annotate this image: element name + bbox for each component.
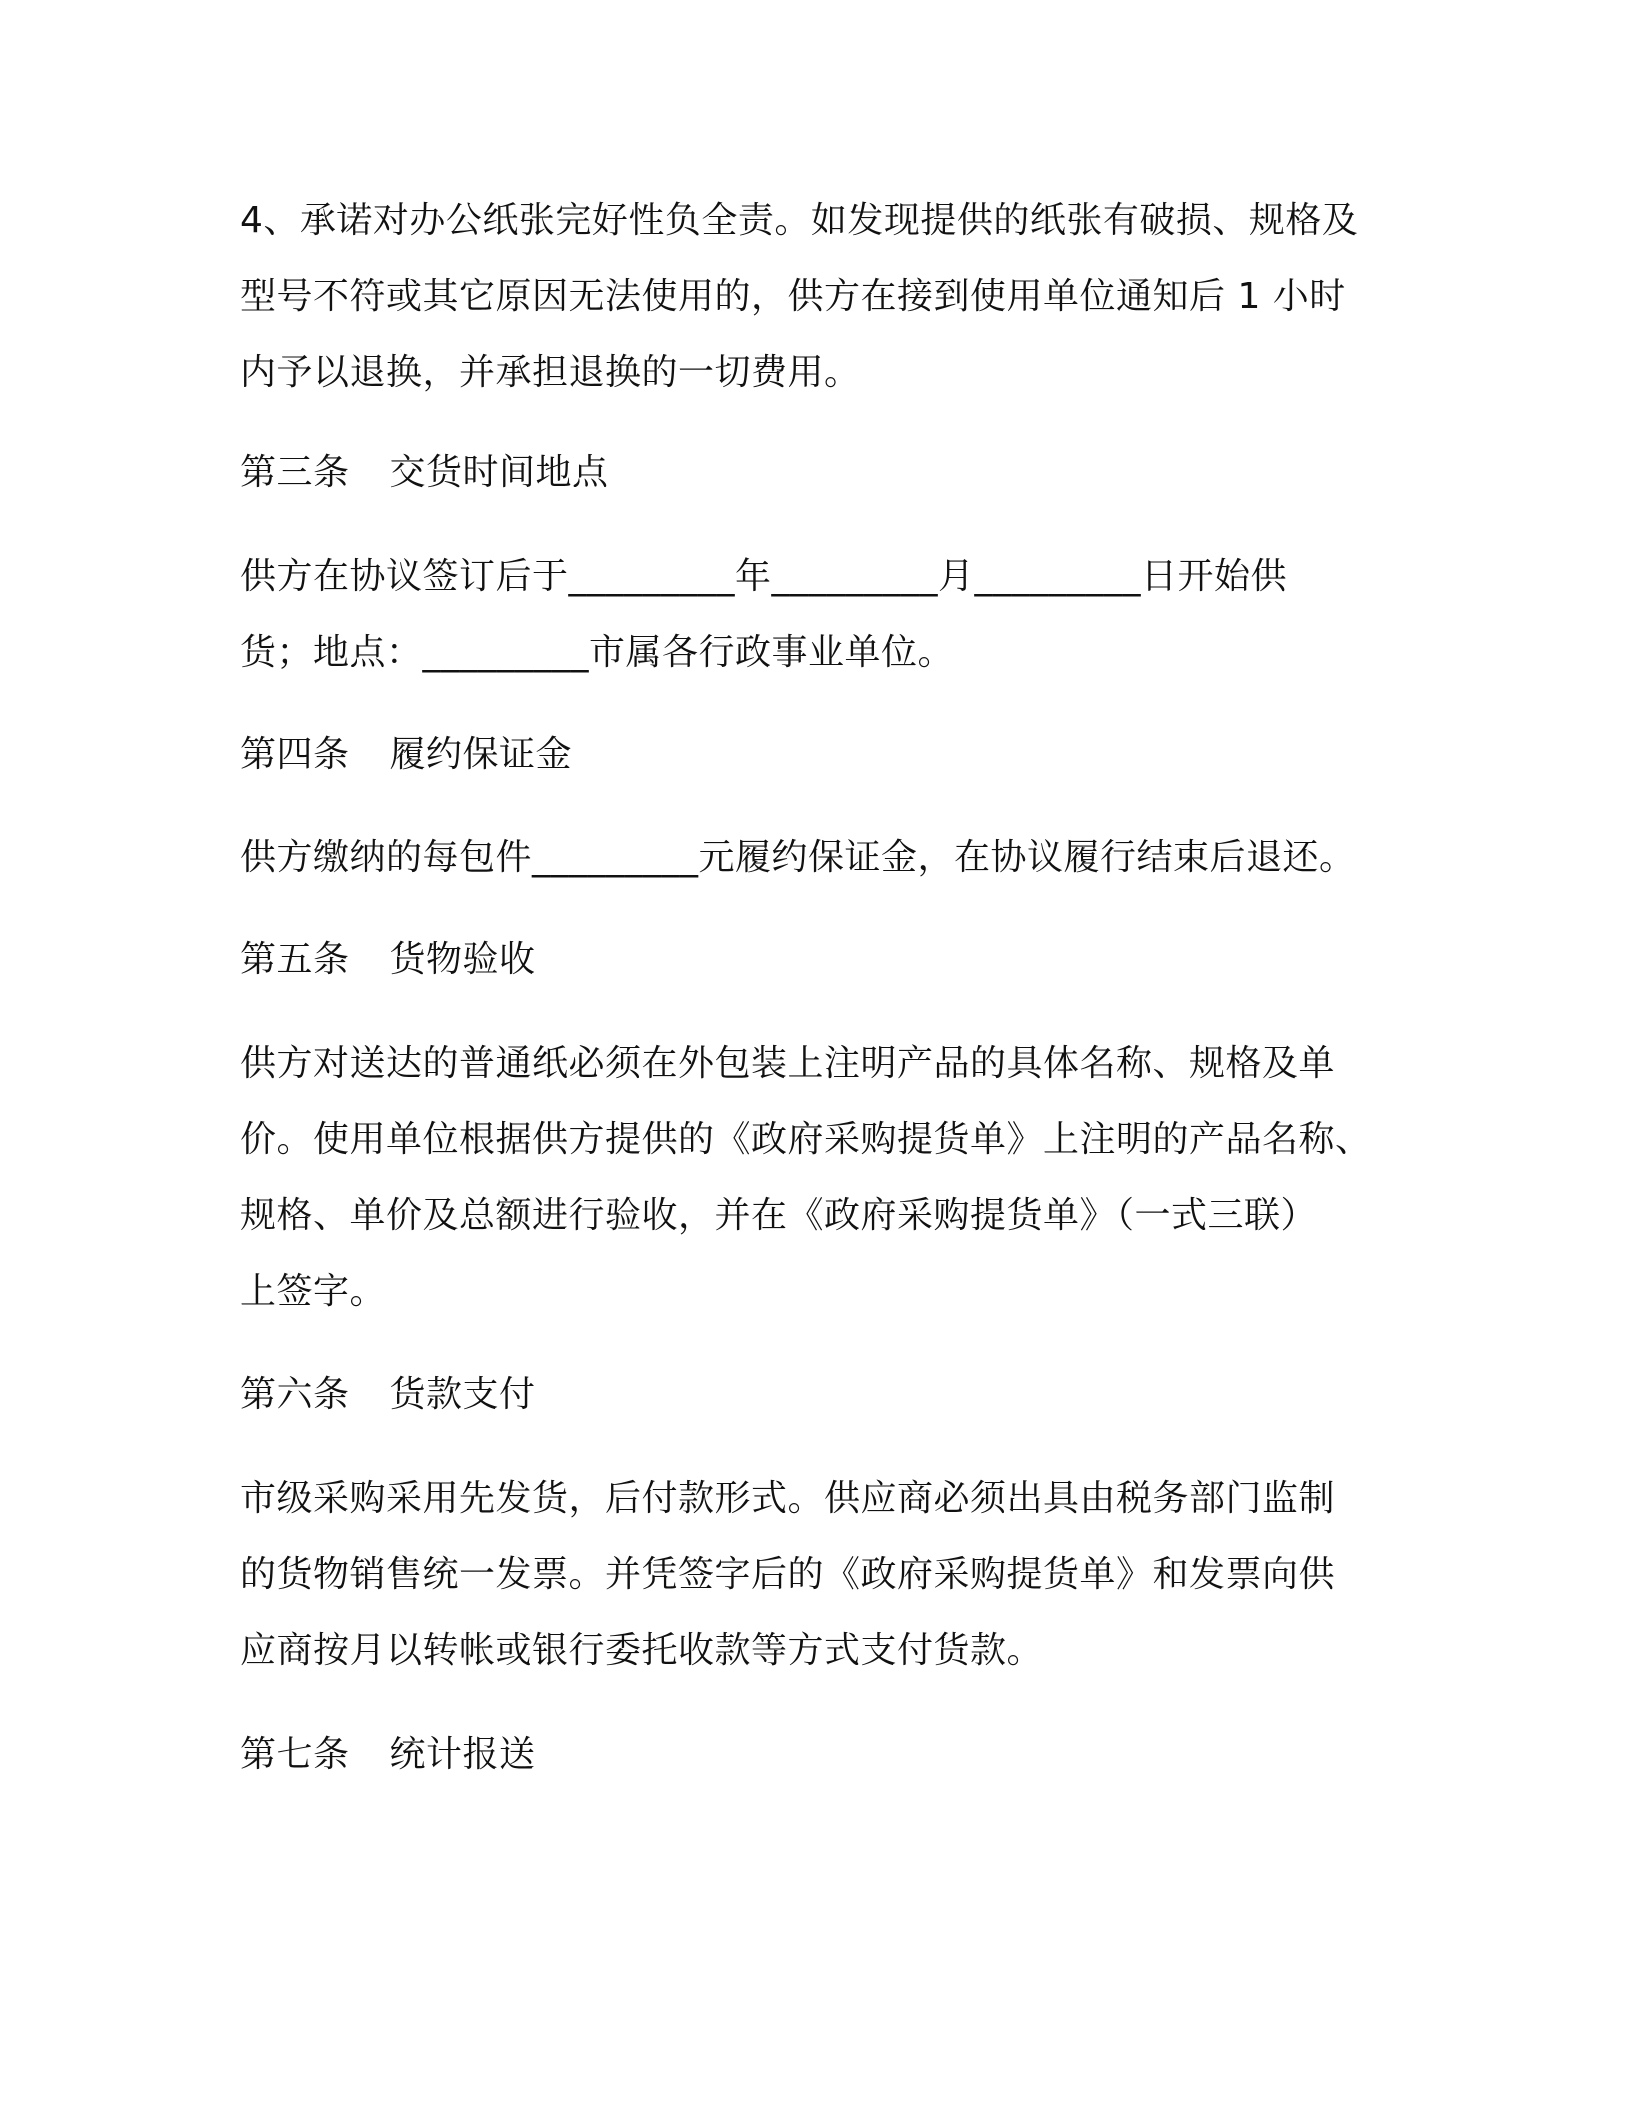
article-5-line-2: 价。使用单位根据供方提供的《政府采购提货单》上注明的产品名称、 (240, 1119, 1372, 1160)
article-7-heading (240, 1731, 536, 1779)
article-4-line-1: 供方缴纳的每包件_________元履约保证金，在协议履行结束后退还。 (240, 837, 1356, 878)
article-6-title: 货款支付 (389, 1374, 536, 1415)
article-5-number: 第五条 (240, 939, 350, 980)
clause-4-line-3: 内予以退换，并承担退换的一切费用。 (240, 352, 861, 393)
clause-4-line-2: 型号不符或其它原因无法使用的，供方在接到使用单位通知后 1 小时 (240, 276, 1346, 317)
clause-4-line-1: 4、承诺对办公纸张完好性负全责。如发现提供的纸张有破损、规格及 (240, 200, 1359, 241)
article-6-number: 第六条 (240, 1374, 350, 1415)
article-3-title: 交货时间地点 (389, 452, 609, 493)
article-3-line-1: 供方在协议签订后于_________年_________月_________日开始供 (240, 556, 1288, 597)
article-4-number: 第四条 (240, 734, 350, 775)
article-3-number: 第三条 (240, 452, 350, 493)
article-5-heading (240, 936, 536, 984)
article-4-heading (240, 731, 572, 779)
article-6-line-2: 的货物销售统一发票。并凭签字后的《政府采购提货单》和发票向供 (240, 1554, 1336, 1595)
article-4-title: 履约保证金 (389, 734, 573, 775)
article-6-line-1: 市级采购采用先发货，后付款形式。供应商必须出具由税务部门监制 (240, 1478, 1336, 1519)
article-3-line-2: 货；地点：_________市属各行政事业单位。 (240, 632, 955, 673)
article-5-title: 货物验收 (389, 939, 536, 980)
article-7-title: 统计报送 (389, 1734, 536, 1775)
article-5-line-3: 规格、单价及总额进行验收，并在《政府采购提货单》（一式三联） (240, 1195, 1318, 1236)
article-7-number: 第七条 (240, 1734, 350, 1775)
article-6-heading (240, 1371, 536, 1419)
article-5-line-4: 上签字。 (240, 1271, 387, 1312)
article-5-line-1: 供方对送达的普通纸必须在外包装上注明产品的具体名称、规格及单 (240, 1043, 1336, 1084)
article-6-line-3: 应商按月以转帐或银行委托收款等方式支付货款。 (240, 1630, 1044, 1671)
article-3-heading (240, 449, 609, 497)
